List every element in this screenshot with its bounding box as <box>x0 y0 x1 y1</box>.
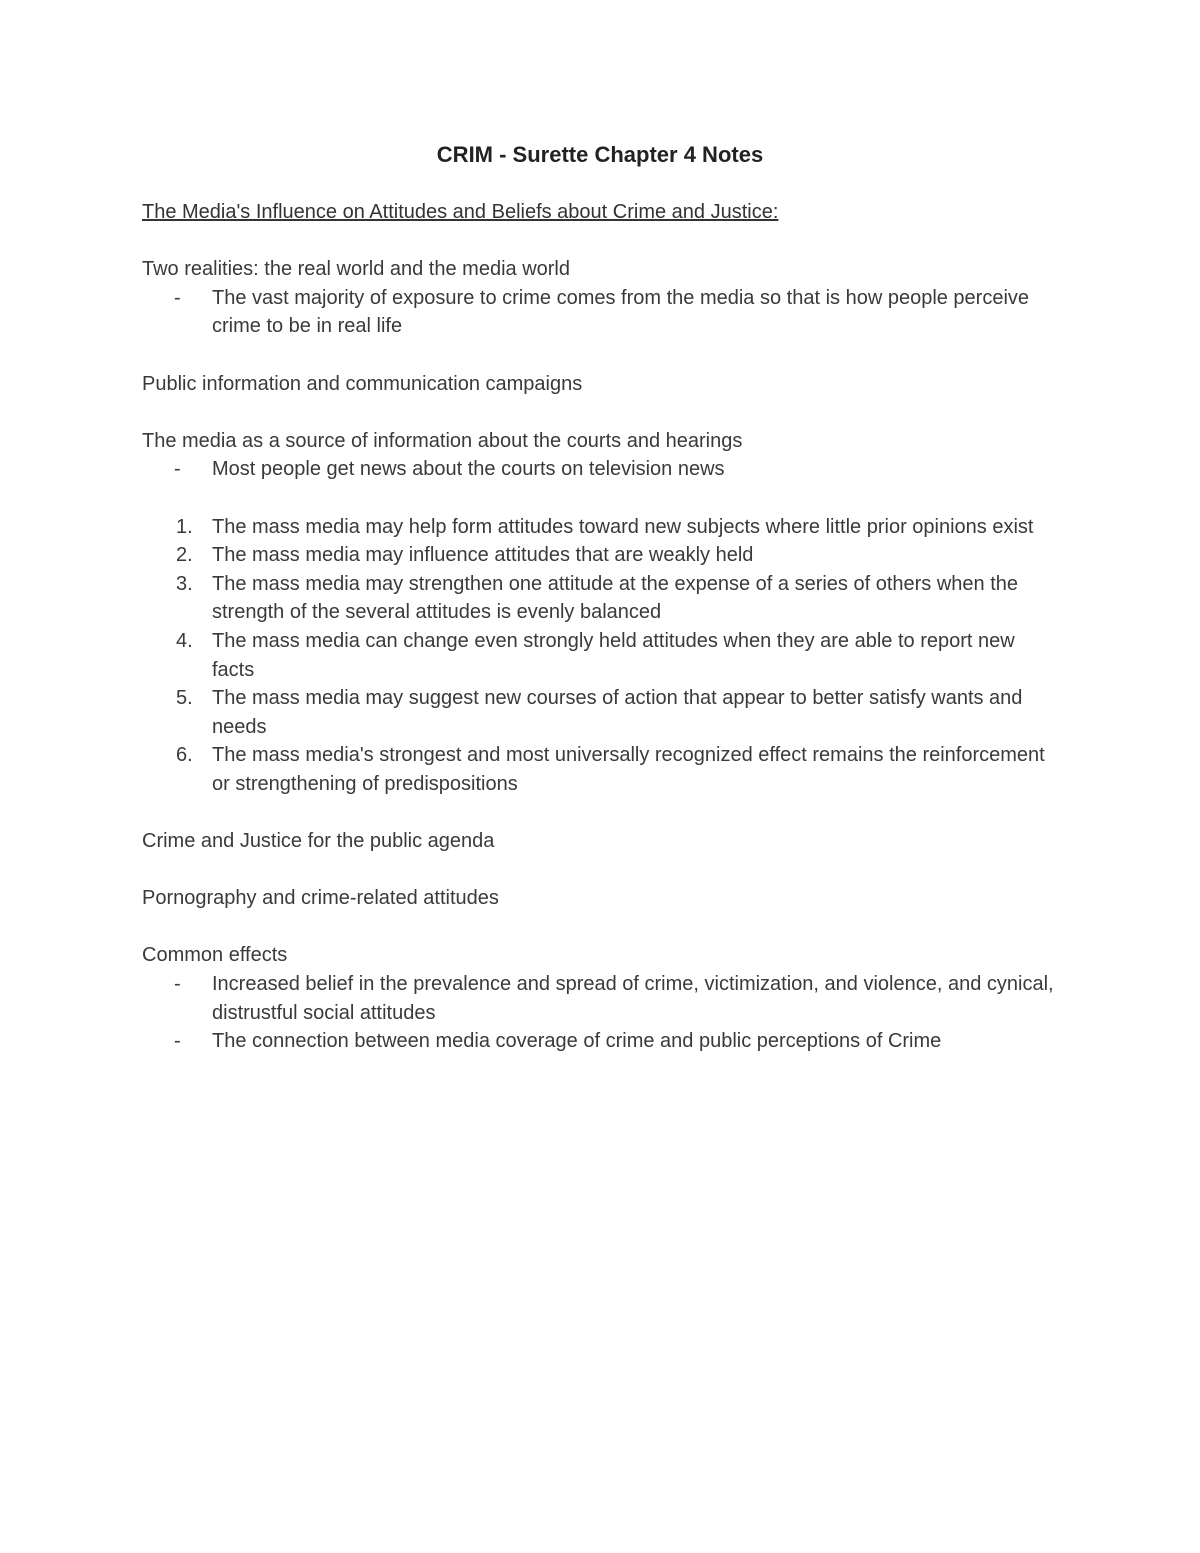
media-source-text: The media as a source of information about the courts and hearings <box>142 429 743 452</box>
public-agenda-text: Crime and Justice for the public agenda <box>142 830 495 853</box>
two-realities-bullets <box>142 284 1058 341</box>
spacer <box>142 798 1058 827</box>
common-effects-text: Common effects <box>142 944 288 967</box>
document-content <box>142 138 1058 1056</box>
page-title: CRIM - Surette Chapter 4 Notes <box>436 142 764 167</box>
media-source-bullets <box>142 455 1058 484</box>
spacer <box>142 341 1058 370</box>
spacer <box>142 856 1058 885</box>
item-number: 5. <box>176 687 193 710</box>
numbered-item-text: The mass media can change even strongly held attitudes when they are able to report new facts <box>212 629 1015 681</box>
list-item-text: Increased belief in the prevalence and spread of crime, victimization, and violence, and cynical, distrustful social attitudes <box>212 973 1054 1024</box>
public-info-text: Public information and communication campaigns <box>142 372 583 395</box>
numbered-item-text: The mass media may suggest new courses of action that appear to better satisfy wants and needs <box>212 687 1023 738</box>
numbered-item <box>142 570 1058 627</box>
spacer <box>142 484 1058 513</box>
item-number: 2. <box>176 544 193 567</box>
list-item <box>142 1027 1058 1056</box>
item-number: 6. <box>176 744 193 767</box>
numbered-item-text: The mass media may help form attitudes toward new subjects where little prior opinions exist <box>212 515 1034 538</box>
dash-marker: - <box>174 973 181 996</box>
numbered-item <box>142 684 1058 741</box>
numbered-list <box>142 513 1058 799</box>
dash-marker: - <box>174 1030 181 1053</box>
list-item <box>142 970 1058 1027</box>
list-item-text: Most people get news about the courts on television news <box>212 458 725 481</box>
section-heading: The Media's Influence on Attitudes and Beliefs about Crime and Justice: <box>142 201 779 223</box>
item-number: 1. <box>176 515 193 538</box>
item-number: 4. <box>176 629 193 652</box>
dash-marker: - <box>174 458 181 481</box>
dash-marker: - <box>174 286 181 309</box>
numbered-item-text: The mass media's strongest and most universally recognized effect remains the reinforcement or strengthening of predispositions <box>212 744 1045 795</box>
numbered-item-text: The mass media may influence attitudes that are weakly held <box>212 544 754 567</box>
list-item <box>142 455 1058 484</box>
numbered-item <box>142 541 1058 570</box>
list-item-text: The connection between media coverage of crime and public perceptions of Crime <box>212 1030 942 1053</box>
common-effects-bullets <box>142 970 1058 1056</box>
pornography-text: Pornography and crime-related attitudes <box>142 887 499 910</box>
two-realities-text: Two realities: the real world and the media world <box>142 258 570 281</box>
list-item-text: The vast majority of exposure to crime comes from the media so that is how people perceive crime to be in real life <box>212 286 1030 338</box>
item-number: 3. <box>176 572 193 595</box>
spacer <box>142 398 1058 427</box>
numbered-item <box>142 513 1058 542</box>
list-item <box>142 284 1058 341</box>
numbered-item-text: The mass media may strengthen one attitude at the expense of a series of others when the strength of the several attitudes is evenly balanced <box>212 572 1019 624</box>
numbered-item <box>142 741 1058 798</box>
numbered-item <box>142 627 1058 684</box>
spacer <box>142 913 1058 942</box>
